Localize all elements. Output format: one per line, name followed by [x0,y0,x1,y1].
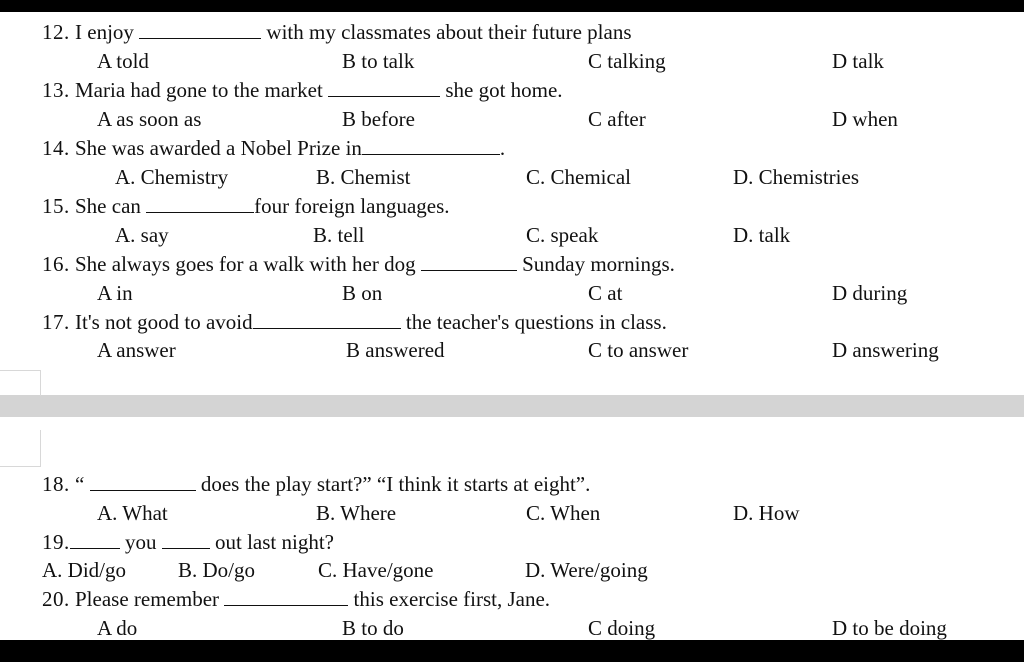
question-19 [42,532,334,553]
option-a[interactable]: A. What [97,501,168,525]
answer-blank[interactable] [90,476,196,491]
option-b[interactable]: B. Where [316,501,397,525]
option-d[interactable]: D answering [832,338,939,362]
question-15 [42,196,450,217]
question-text: with my classmates about their future plans [266,20,632,44]
option-d[interactable]: D. Were/going [525,558,648,582]
option-c[interactable]: C. speak [526,223,599,247]
question-number: 12. [42,20,70,44]
answer-blank[interactable] [224,591,348,606]
question-text: It's not good to avoid [75,310,253,334]
page-corner-mark [0,430,41,467]
option-b[interactable]: B answered [346,338,445,362]
option-c[interactable]: C talking [588,49,666,73]
question-12 [42,22,632,43]
option-a[interactable]: A told [97,49,149,73]
option-d[interactable]: D. Chemistries [733,165,859,189]
option-a[interactable]: A do [97,616,138,640]
option-c[interactable]: C. Have/gone [318,558,434,582]
question-text: She always goes for a walk with her dog [75,252,416,276]
option-b[interactable]: B. Chemist [316,165,411,189]
question-20 [42,589,550,610]
answer-blank[interactable] [70,534,120,549]
answer-blank[interactable] [146,198,254,213]
question-text: Please remember [75,587,220,611]
answer-blank[interactable] [328,82,440,97]
answer-blank[interactable] [362,140,500,155]
question-text: this exercise first, Jane. [353,587,551,611]
question-text: she got home. [445,78,563,102]
option-a[interactable]: A in [97,281,133,305]
question-18 [42,474,590,495]
option-d[interactable]: D talk [832,49,884,73]
question-text: does the play start?” “I think it starts at eight”. [200,472,591,496]
option-c[interactable]: C doing [588,616,656,640]
option-b[interactable]: B on [342,281,383,305]
answer-blank[interactable] [253,314,401,329]
option-c[interactable]: C. When [526,501,601,525]
option-d[interactable]: D to be doing [832,616,947,640]
option-a[interactable]: A. Did/go [42,558,126,582]
question-14 [42,138,505,159]
option-c[interactable]: C at [588,281,623,305]
question-number: 18. [42,472,70,496]
question-text: you [125,530,157,554]
option-b[interactable]: B to do [342,616,404,640]
answer-blank[interactable] [139,24,261,39]
question-17 [42,312,667,333]
option-c[interactable]: C. Chemical [526,165,631,189]
page-corner-mark [0,370,41,396]
page-gap [0,395,1024,417]
question-text: four foreign languages. [254,194,450,218]
question-text: Sunday mornings. [522,252,675,276]
option-c[interactable]: C to answer [588,338,689,362]
question-16 [42,254,675,275]
option-d[interactable]: D when [832,107,898,131]
option-a[interactable]: A. say [115,223,169,247]
option-a[interactable]: A answer [97,338,176,362]
option-d[interactable]: D. How [733,501,800,525]
option-d[interactable]: D. talk [733,223,791,247]
question-number: 19. [42,530,70,554]
answer-blank[interactable] [421,256,517,271]
option-c[interactable]: C after [588,107,646,131]
question-number: 16. [42,252,70,276]
answer-blank[interactable] [162,534,210,549]
question-text: She was awarded a Nobel Prize in [75,136,362,160]
question-text: . [499,136,506,160]
question-text: I enjoy [75,20,134,44]
question-text: the teacher's questions in class. [405,310,667,334]
option-a[interactable]: A. Chemistry [115,165,229,189]
question-text: out last night? [215,530,334,554]
question-number: 13. [42,78,70,102]
question-number: 14. [42,136,70,160]
option-b[interactable]: B. Do/go [178,558,256,582]
question-number: 20. [42,587,70,611]
option-b[interactable]: B. tell [313,223,365,247]
question-13 [42,80,563,101]
question-number: 15. [42,194,70,218]
question-text: “ [75,472,85,496]
question-text: She can [75,194,141,218]
question-text: Maria had gone to the market [75,78,323,102]
option-b[interactable]: B before [342,107,415,131]
option-b[interactable]: B to talk [342,49,415,73]
question-number: 17. [42,310,70,334]
option-d[interactable]: D during [832,281,908,305]
option-a[interactable]: A as soon as [97,107,202,131]
